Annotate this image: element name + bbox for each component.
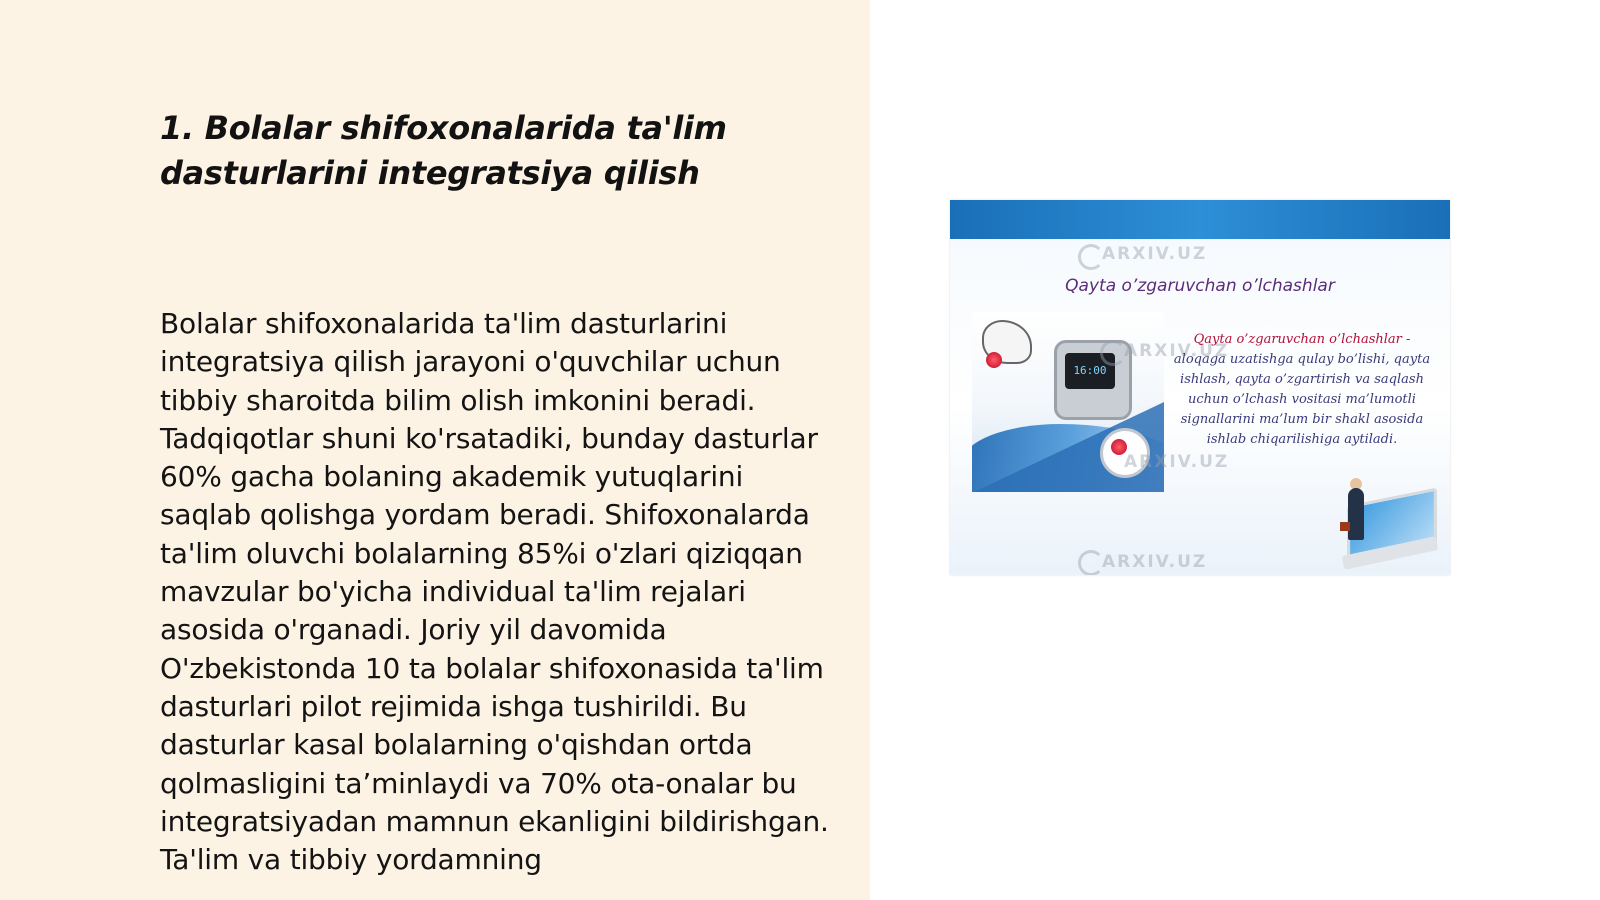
slide-title: 1. Bolalar shifoxonalarida ta'lim dasturlarini integratsiya qilish bbox=[160, 109, 727, 192]
watermark-logo-icon bbox=[1100, 340, 1126, 366]
watermark-middle: ARXIV.UZ bbox=[1124, 341, 1230, 361]
red-signal-dot bbox=[986, 352, 1002, 368]
image-heading: Qayta o’zgaruvchan o’lchashlar bbox=[1065, 276, 1335, 296]
briefcase-icon bbox=[1340, 522, 1350, 531]
watermark-bottom: ARXIV.UZ bbox=[1102, 552, 1208, 572]
device-display: 16:00 bbox=[1065, 353, 1115, 389]
embedded-slide-image bbox=[950, 200, 1450, 575]
watermark-lower: ARXIV.UZ bbox=[1124, 452, 1230, 472]
slide-body-text: Bolalar shifoxonalarida ta'lim dasturlarini integratsiya qilish jarayoni o'quvchilar uchun tibbiy sharoitda bilim olish imkonini beradi. Tadqiqotlar shuni ko'rsatadiki, bunday dasturlar 60% gacha bolaning akademik yutuqlarini saqlab qolishga yordam beradi. Shifoxonalarda ta'lim oluvchi bolalarning 85%i o'zlari qiziqqan mavzular bo'yicha individual ta'lim rejalari asosida o'rganadi. Joriy yil davomida O'zbekistonda 10 ta bolalar shifoxonasida ta'lim dasturlari pilot rejimida ishga tushirildi. Bu dasturlar kasal bolalarning o'qishdan ortda qolmasligini ta’minlaydi va 70% ota-onalar bu integratsiyadan mamnun ekanligini bildirishgan. Ta'lim va tibbiy yordamning bbox=[160, 307, 829, 877]
definition-body: aloqaga uzatishga qulay bo’lishi, qayta ishlash, qayta o’zgartirish va saqlash uchun o’lchash vositasi ma’lumotli signallarini ma’lum bir shakl asosida ishlab chiqarilishiga aytiladi. bbox=[1173, 352, 1431, 447]
image-top-bar bbox=[950, 200, 1450, 239]
watermark-logo-icon bbox=[1078, 550, 1104, 575]
businessman-icon bbox=[1348, 488, 1364, 540]
image-definition-text bbox=[1172, 330, 1432, 450]
watermark-logo-icon bbox=[1078, 244, 1104, 270]
watermark-top: ARXIV.UZ bbox=[1102, 244, 1208, 264]
definition-term: Qayta o’zgaruvchan o’lchashlar - bbox=[1193, 332, 1411, 347]
